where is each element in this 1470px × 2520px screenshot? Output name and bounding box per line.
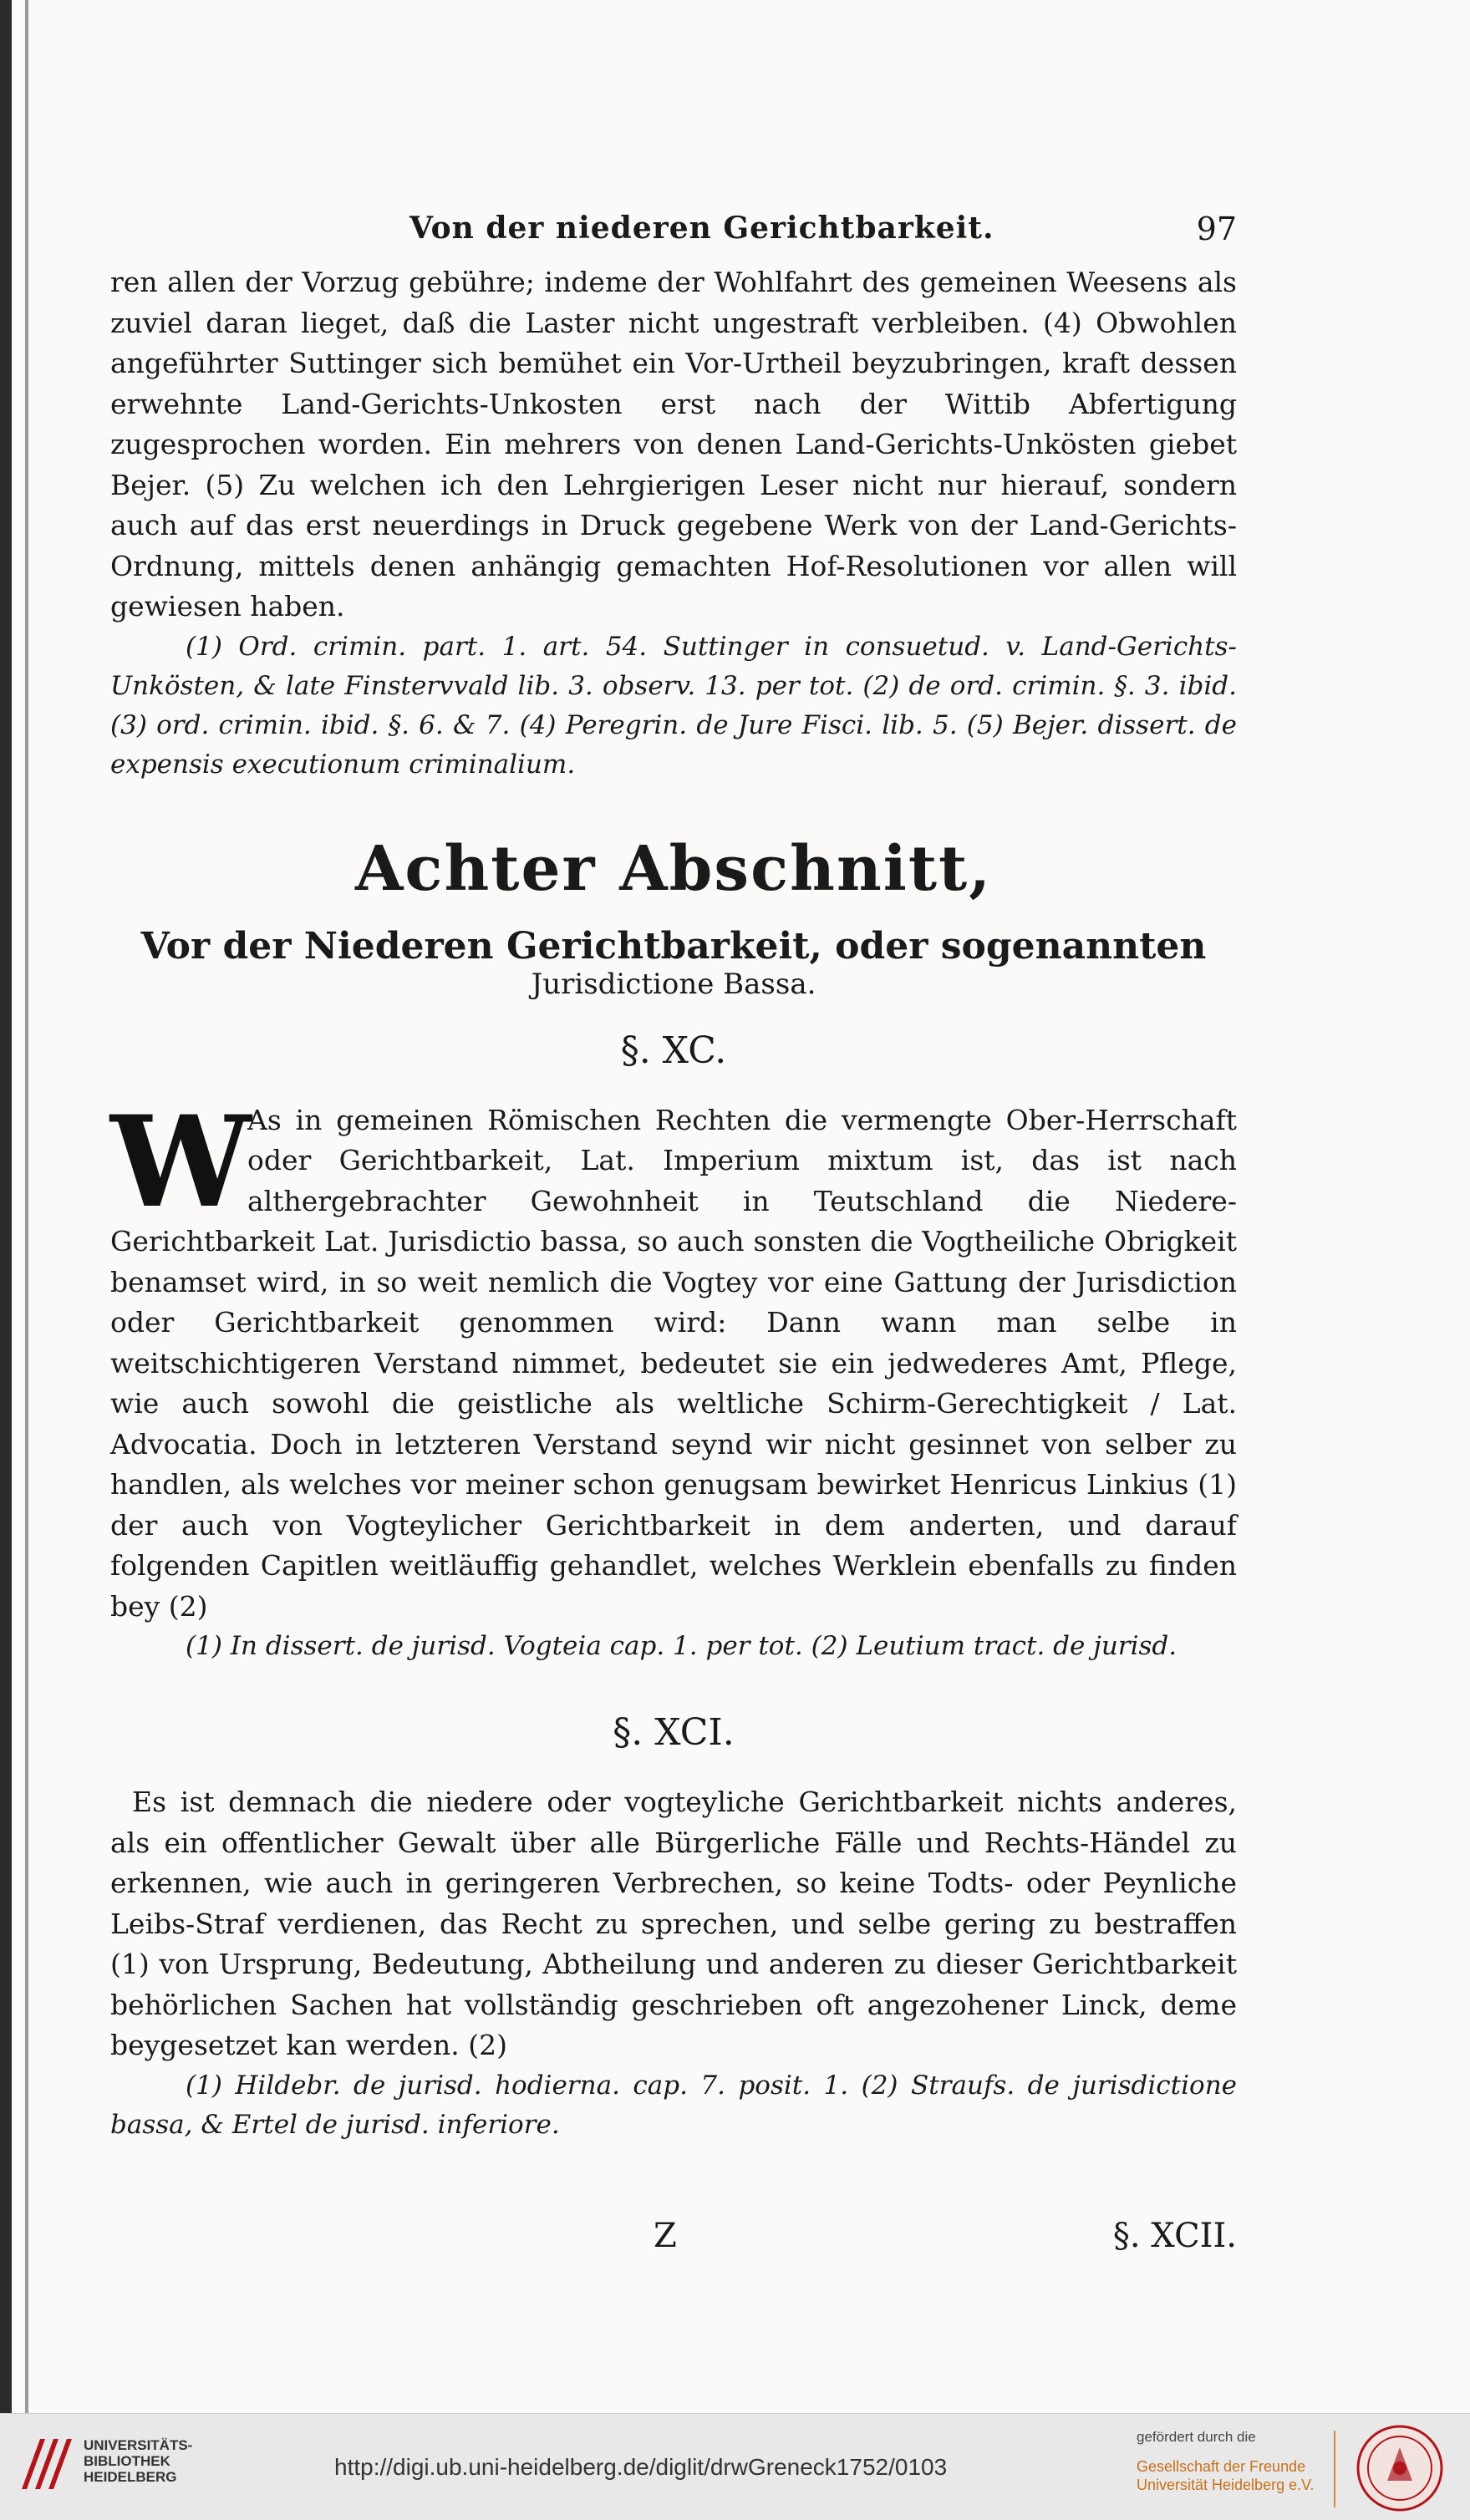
section-heading: Achter Abschnitt, [354,832,992,905]
sponsor-name-line2: Universität Heidelberg e.V. [1137,2477,1315,2493]
university-seal-icon [1354,2422,1446,2514]
sponsor-name-line1: Gesellschaft der Freunde [1137,2458,1306,2475]
university-library-logo-icon [15,2431,75,2497]
sponsor-label: gefördert durch die [1137,2429,1256,2445]
signature-mark: Z [654,2216,677,2255]
book-spine-shadow [0,0,12,2413]
paragraph-mark-xc: §. XC. [620,1029,727,1072]
section-subtitle-latin: Jurisdictione Bassa. [531,967,816,1001]
sponsor-block [1137,2429,1314,2494]
paragraph-mark-xci: §. XCI. [613,1711,735,1754]
section-subtitle: Vor der Niederen Gerichtbarkeit, oder sogenannten [140,924,1207,968]
intro-footnotes: (1) Ord. crimin. part. 1. art. 54. Suttinger in consuetud. v. Land-Gerichts-Unkösten, & late Finstervvald lib. 3. observ. 13. per tot. (2) de ord. crimin. §. 3. ibid. (3) ord. crimin. ibid. §. 6. & 7. (4) Peregrin. de Jure Fisci. lib. 5. (5) Bejer. dissert. de expensis executionum criminalium. [110,631,1237,780]
page-number: 97 [1196,211,1237,247]
ornamental-initial: W [110,1088,252,1236]
permalink-url[interactable]: http://digi.ub.uni-heidelberg.de/diglit/drwGreneck1752/0103 [334,2454,948,2480]
library-name-line3: HEIDELBERG [84,2469,177,2485]
running-head-title: Von der niederen Gerichtbarkeit. [409,211,994,246]
paragraph-xc [110,1088,1237,1628]
sponsor-divider [1334,2431,1335,2507]
library-name-line2: BIBLIOTHEK [84,2453,170,2469]
running-head [110,207,1237,262]
catchword-next: §. XCII. [1112,2216,1237,2255]
catchwords [110,2217,1237,2284]
intro-paragraph: ren allen der Vorzug gebühre; indeme der Wohlfahrt des gemeinen Weesens als zuviel daran lieget, daß die Laster nicht ungestraft verbleiben. (4) Obwohlen angeführter Suttinger sich bemühet ein Vor-Urtheil beyzubringen, kraft dessen erwehnte Land-Gerichts-Unkosten erst nach der Wittib Abfertigung zugesprochen worden. Ein mehrers von denen Land-Gerichts-Unkösten giebet Bejer. (5) Zu welchen ich den Lehrgierigen Leser nicht nur hierauf, sondern auch auf das erst neuerdings in Druck gegebene Werk von der Land-Gerichts-Ordnung, mittels denen anhängig gemachten Hof-Resolutionen vor allen will gewiesen haben. [110,266,1237,622]
paragraph-xci-text: Es ist demnach die niedere oder vogteyliche Gerichtbarkeit nichts anderes, als ein offentlicher Gewalt über alle Bürgerliche Fälle und Rechts-Händel zu erkennen, wie auch in geringeren Verbrechen, so keine Todts- oder Peynliche Leibs-Straf verdienen, das Recht zu sprechen, und selbe gering zu bestraffen (1) von Ursprung, Bedeutung, Abtheilung und anderen zu dieser Gerichtbarkeit behörlichen Sachen hat vollständig geschrieben oft angezohener Linck, deme beygesetzet kan werden. (2) [110,1786,1237,2061]
viewer-footer [0,2413,1470,2520]
paragraph-xc-text: As in gemeinen Römischen Rechten die vermengte Ober-Herrschaft oder Gerichtbarkeit, Lat. Imperium mixtum ist, das ist nach althergebrachter Gewohnheit in Teutschland die Niedere-Gerichtbarkeit Lat. Jurisdictio bassa, so auch sonsten die Vogtheiliche Obrigkeit benamset wird, in so weit nemlich die Vogtey vor eine Gattung der Jurisdiction oder Gerichtbarkeit genommen wird: Dann wann man selbe in weitschichtigeren Verstand nimmet, bedeutet sie ein jedwederes Amt, Pflege, wie auch sowohl die geistliche als weltliche Schirm-Gerechtigkeit / Lat. Advocatia. Doch in letzteren Verstand seynd wir nicht gesinnet von selber zu handlen, als welches vor meiner schon genugsam bewirket Henricus Linkius (1) der auch von Vogteylicher Gerichtbarkeit in dem anderten, und darauf folgenden Capitlen weitläuffig gehandlet, welches Werklein ebenfalls zu finden bey (2) [110,1103,1237,1623]
page-content [110,207,1237,2284]
paragraph-xc-footnotes: (1) In dissert. de jurisd. Vogteia cap. 1. per tot. (2) Leutium tract. de jurisd. [186,1631,1178,1661]
library-name-line1: UNIVERSITÄTS- [84,2437,193,2453]
paragraph-xci-footnotes: (1) Hildebr. de jurisd. hodierna. cap. 7. posit. 1. (2) Straufs. de jurisdictione bassa, & Ertel de jurisd. inferiore. [110,2070,1237,2140]
book-spine-edge [25,0,28,2413]
library-name [84,2437,192,2485]
